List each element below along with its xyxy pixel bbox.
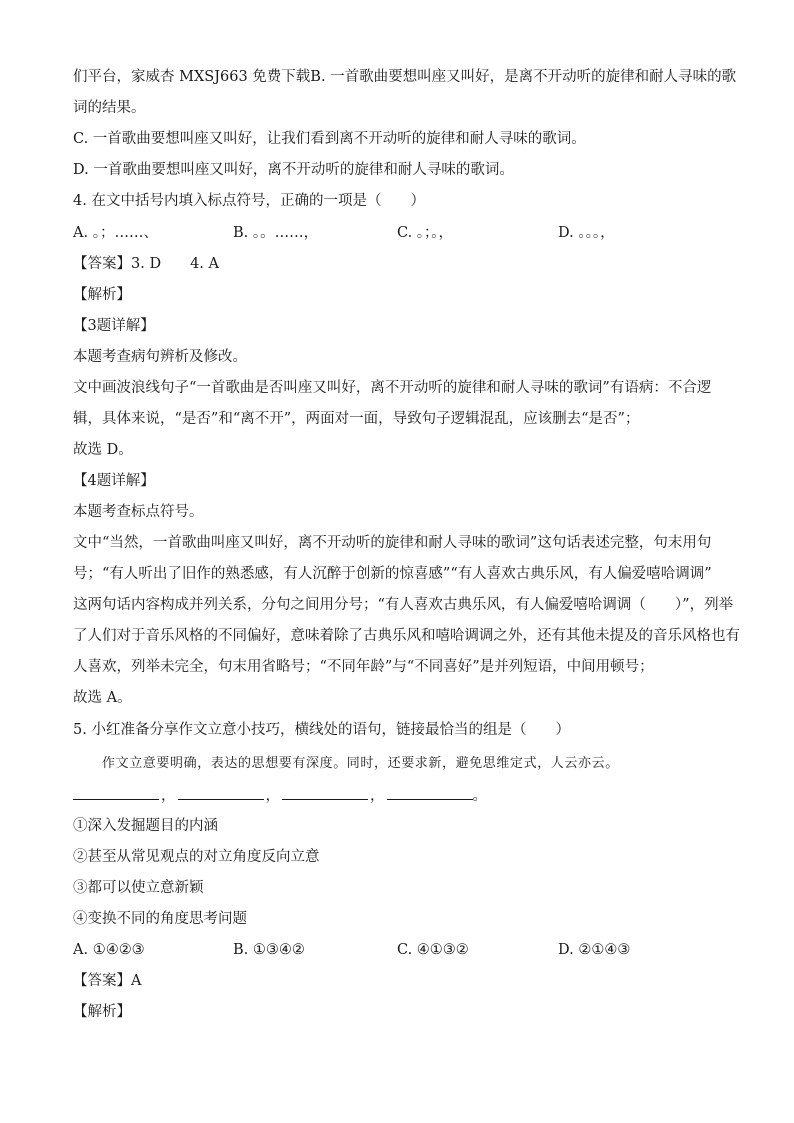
answer-label: 【答案】A bbox=[73, 973, 142, 989]
section-heading: 【3题详解】 bbox=[73, 318, 155, 334]
q4-option-d: D. 。。。， bbox=[558, 225, 615, 241]
q5-option-a: A. ①④②③ bbox=[73, 942, 145, 958]
q4-option-a: A. 。；……、 bbox=[73, 225, 158, 241]
blank-1 bbox=[73, 785, 159, 800]
section-heading: 【4题详解】 bbox=[73, 473, 155, 489]
text-line: 辑，具体来说，“是否”和“离不开”，两面对一面，导致句子逻辑混乱，应该删去“是否”； bbox=[73, 411, 640, 427]
blank-3 bbox=[282, 785, 368, 800]
blank-4 bbox=[387, 785, 473, 800]
question-5-passage: 作文立意要明确，表达的思想要有深度。同时，还要求新，避免思维定式，人云亦云。 bbox=[102, 756, 619, 771]
question-5: 5. 小红准备分享作文立意小技巧，横线处的语句，链接最恰当的组是（ ） bbox=[73, 722, 570, 738]
text-line: 故选 A。 bbox=[73, 690, 132, 706]
q5-option-c: C. ④①③② bbox=[397, 942, 469, 958]
text-line: 故选 D。 bbox=[73, 442, 133, 458]
text-line: 们平台，家威杏 MXSJ663 免费下载B. 一首歌曲要想叫座又叫好，是离不开动听的旋律和耐人寻味的歌 bbox=[73, 69, 737, 85]
analysis-label: 【解析】 bbox=[73, 287, 131, 303]
q4-option-c: C. 。；。， bbox=[397, 225, 454, 241]
text-line: 人喜欢，列举未完全，句末用省略号；“不同年龄”与“不同喜好”是并列短语，中间用顿号； bbox=[73, 659, 654, 675]
text-line: 本题考查标点符号。 bbox=[73, 504, 204, 520]
text-line: 本题考查病句辨析及修改。 bbox=[73, 349, 247, 365]
text-line: 词的结果。 bbox=[73, 100, 146, 116]
clause-2: ②甚至从常见观点的对立角度反向立意 bbox=[73, 849, 320, 865]
text-line: 了人们对于音乐风格的不同偏好，意味着除了古典乐风和嘻哈调调之外，还有其他未提及的音乐风格也有 bbox=[73, 628, 740, 644]
text-line: 文中“当然，一首歌曲叫座又叫好，离不开动听的旋律和耐人寻味的歌词”这句话表述完整，句末用句 bbox=[73, 535, 712, 551]
option-d-text: D. 一首歌曲要想叫座又叫好，离不开动听的旋律和耐人寻味的歌词。 bbox=[73, 162, 514, 178]
option-c-text: C. 一首歌曲要想叫座又叫好，让我们看到离不开动听的旋律和耐人寻味的歌词。 bbox=[73, 131, 586, 147]
q5-option-b: B. ①③④② bbox=[233, 942, 305, 958]
question-4: 4. 在文中括号内填入标点符号，正确的一项是（ ） bbox=[73, 193, 425, 209]
clause-4: ④变换不同的角度思考问题 bbox=[73, 911, 247, 927]
analysis-label: 【解析】 bbox=[73, 1004, 131, 1020]
blank-line: ， ， ， 。 bbox=[73, 785, 487, 806]
blank-2 bbox=[178, 785, 264, 800]
text-line: 这两句话内容构成并列关系，分句之间用分号；“有人喜欢古典乐风，有人偏爱嘻哈调调（ ）”，列举 bbox=[73, 597, 734, 613]
clause-3: ③都可以使立意新颖 bbox=[73, 880, 204, 896]
text-line: 文中画波浪线句子“一首歌曲是否叫座又叫好，离不开动听的旋律和耐人寻味的歌词”有语病：不合逻 bbox=[73, 380, 712, 396]
answer-label: 【答案】3. D 4. A bbox=[73, 256, 219, 272]
clause-1: ①深入发掘题目的内涵 bbox=[73, 818, 218, 834]
q5-option-d: D. ②①④③ bbox=[558, 942, 631, 958]
text-line: 号；“有人听出了旧作的熟悉感，有人沉醉于创新的惊喜感”“有人喜欢古典乐风，有人偏爱嘻哈调调” bbox=[73, 566, 712, 582]
q4-option-b: B. 。。……， bbox=[233, 225, 319, 241]
